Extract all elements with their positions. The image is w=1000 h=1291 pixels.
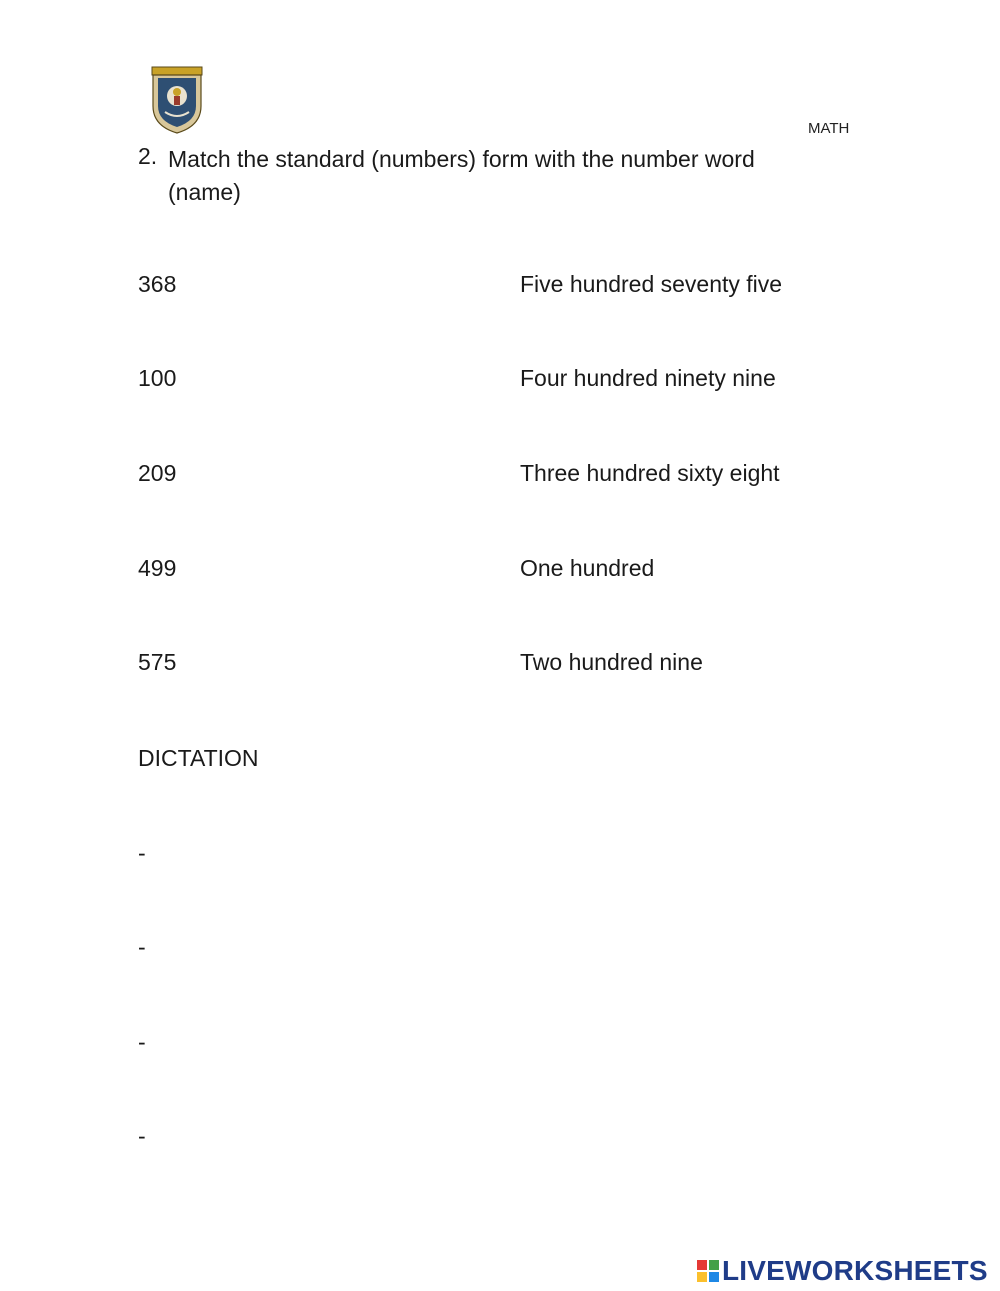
brand-name: LIVEWORKSHEETS [722,1255,988,1286]
word-item[interactable]: Five hundred seventy five [520,271,783,297]
number-item[interactable]: 209 [138,460,177,486]
dictation-line[interactable]: - [138,840,146,866]
number-item[interactable]: 575 [138,649,177,675]
word-item[interactable]: Two hundred nine [520,649,703,675]
word-item[interactable]: Three hundred sixty eight [520,460,780,486]
subject-label: MATH [808,120,850,137]
word-item[interactable]: One hundred [520,555,655,581]
brand-logo-icon [697,1260,719,1282]
dictation-title: DICTATION [138,745,259,771]
dictation-line[interactable]: - [138,934,146,960]
question-number: 2. [138,143,158,169]
question-instruction: Match the standard (numbers) form with the number word (name) [168,146,755,205]
dictation-line[interactable]: - [138,1029,146,1055]
dictation-line[interactable]: - [138,1123,146,1149]
number-item[interactable]: 499 [138,555,177,581]
school-crest-logo [151,66,203,134]
liveworksheets-brand [697,1254,988,1288]
number-item[interactable]: 368 [138,271,177,297]
word-item[interactable]: Four hundred ninety nine [520,365,776,391]
number-item[interactable]: 100 [138,365,177,391]
